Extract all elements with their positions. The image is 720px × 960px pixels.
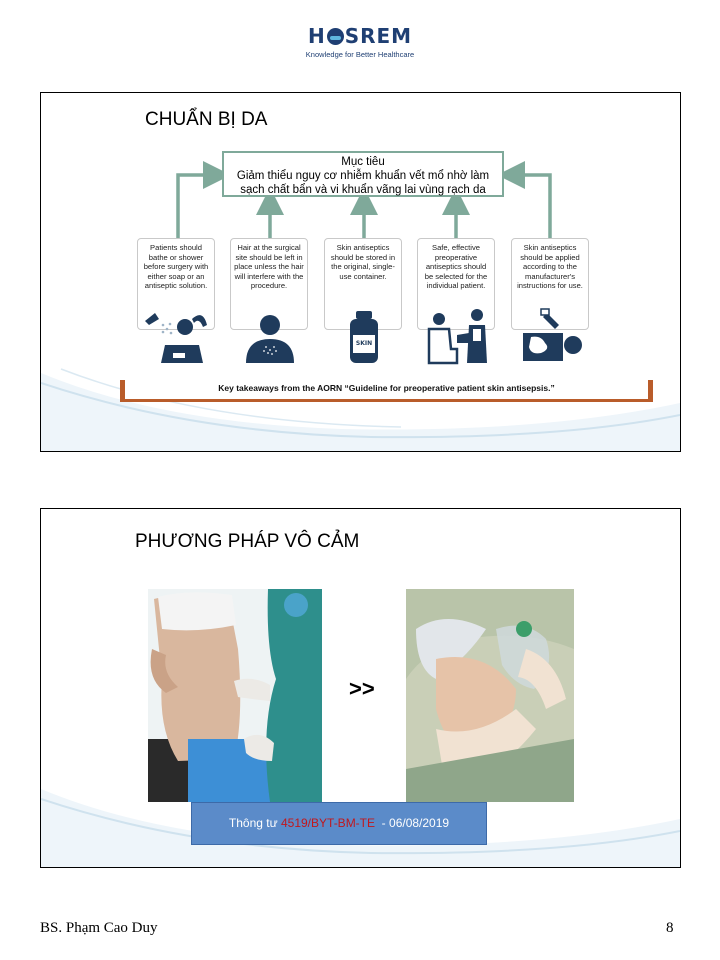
decorative-swoosh [41, 363, 680, 451]
goal-line-1: Giảm thiểu nguy cơ nhiễm khuẩn vết mổ nhờ làm [236, 170, 490, 182]
step-text-1: Patients should bathe or shower before surgery with either soap or an antiseptic solution. [143, 243, 209, 291]
caption-text: Key takeaways from the AORN “Guideline for preoperative patient skin antisepsis.” [218, 383, 555, 393]
circular-reference-callout [191, 802, 487, 845]
comparison-symbol: >> [349, 676, 375, 701]
slide-anesthesia-method [40, 508, 681, 868]
step-text-3: Skin antiseptics should be stored in the original, single-use container. [330, 243, 396, 281]
goal-line-2: sạch chất bẩn và vi khuẩn vãng lai vùng rạch da [240, 184, 486, 196]
general-anesthesia-photo [406, 589, 574, 802]
patient-doctor-icon [417, 305, 497, 367]
step-text-2: Hair at the surgical site should be left in place unless the hair will interfere with the procedure. [234, 243, 304, 291]
shower-icon [137, 305, 217, 367]
callout-document-number: 4519/BYT-BM-TE [280, 816, 376, 830]
logo-tagline: Knowledge for Better Healthcare [305, 50, 415, 59]
page-number: 8 [666, 920, 674, 936]
goal-heading: Mục tiêu [341, 156, 385, 168]
slide1-title: CHUẨN BỊ DA [145, 109, 268, 130]
apply-antiseptic-icon [511, 305, 591, 367]
step-text-4: Safe, effective preoperative antiseptics should be selected for the individual patient. [424, 243, 488, 291]
antiseptic-bottle-icon [324, 305, 404, 367]
callout-date: - 06/08/2019 [375, 816, 450, 830]
goal-box [222, 151, 504, 197]
callout-prefix: Thông tư [228, 816, 281, 830]
spinal-anesthesia-photo [148, 589, 322, 802]
step-text-5: Skin antiseptics should be applied according to the manufacturer's instructions for use. [517, 243, 583, 291]
bottle-label: SKIN [355, 340, 373, 347]
footer-author: BS. Phạm Cao Duy [40, 920, 158, 936]
hosrem-logo: H SREM Knowledge for Better Healthcare [300, 24, 420, 64]
logo-globe-icon [327, 28, 344, 45]
slide-skin-preparation [40, 92, 681, 452]
person-hair-icon [230, 305, 310, 367]
slide2-title: PHƯƠNG PHÁP VÔ CẢM [135, 531, 360, 552]
